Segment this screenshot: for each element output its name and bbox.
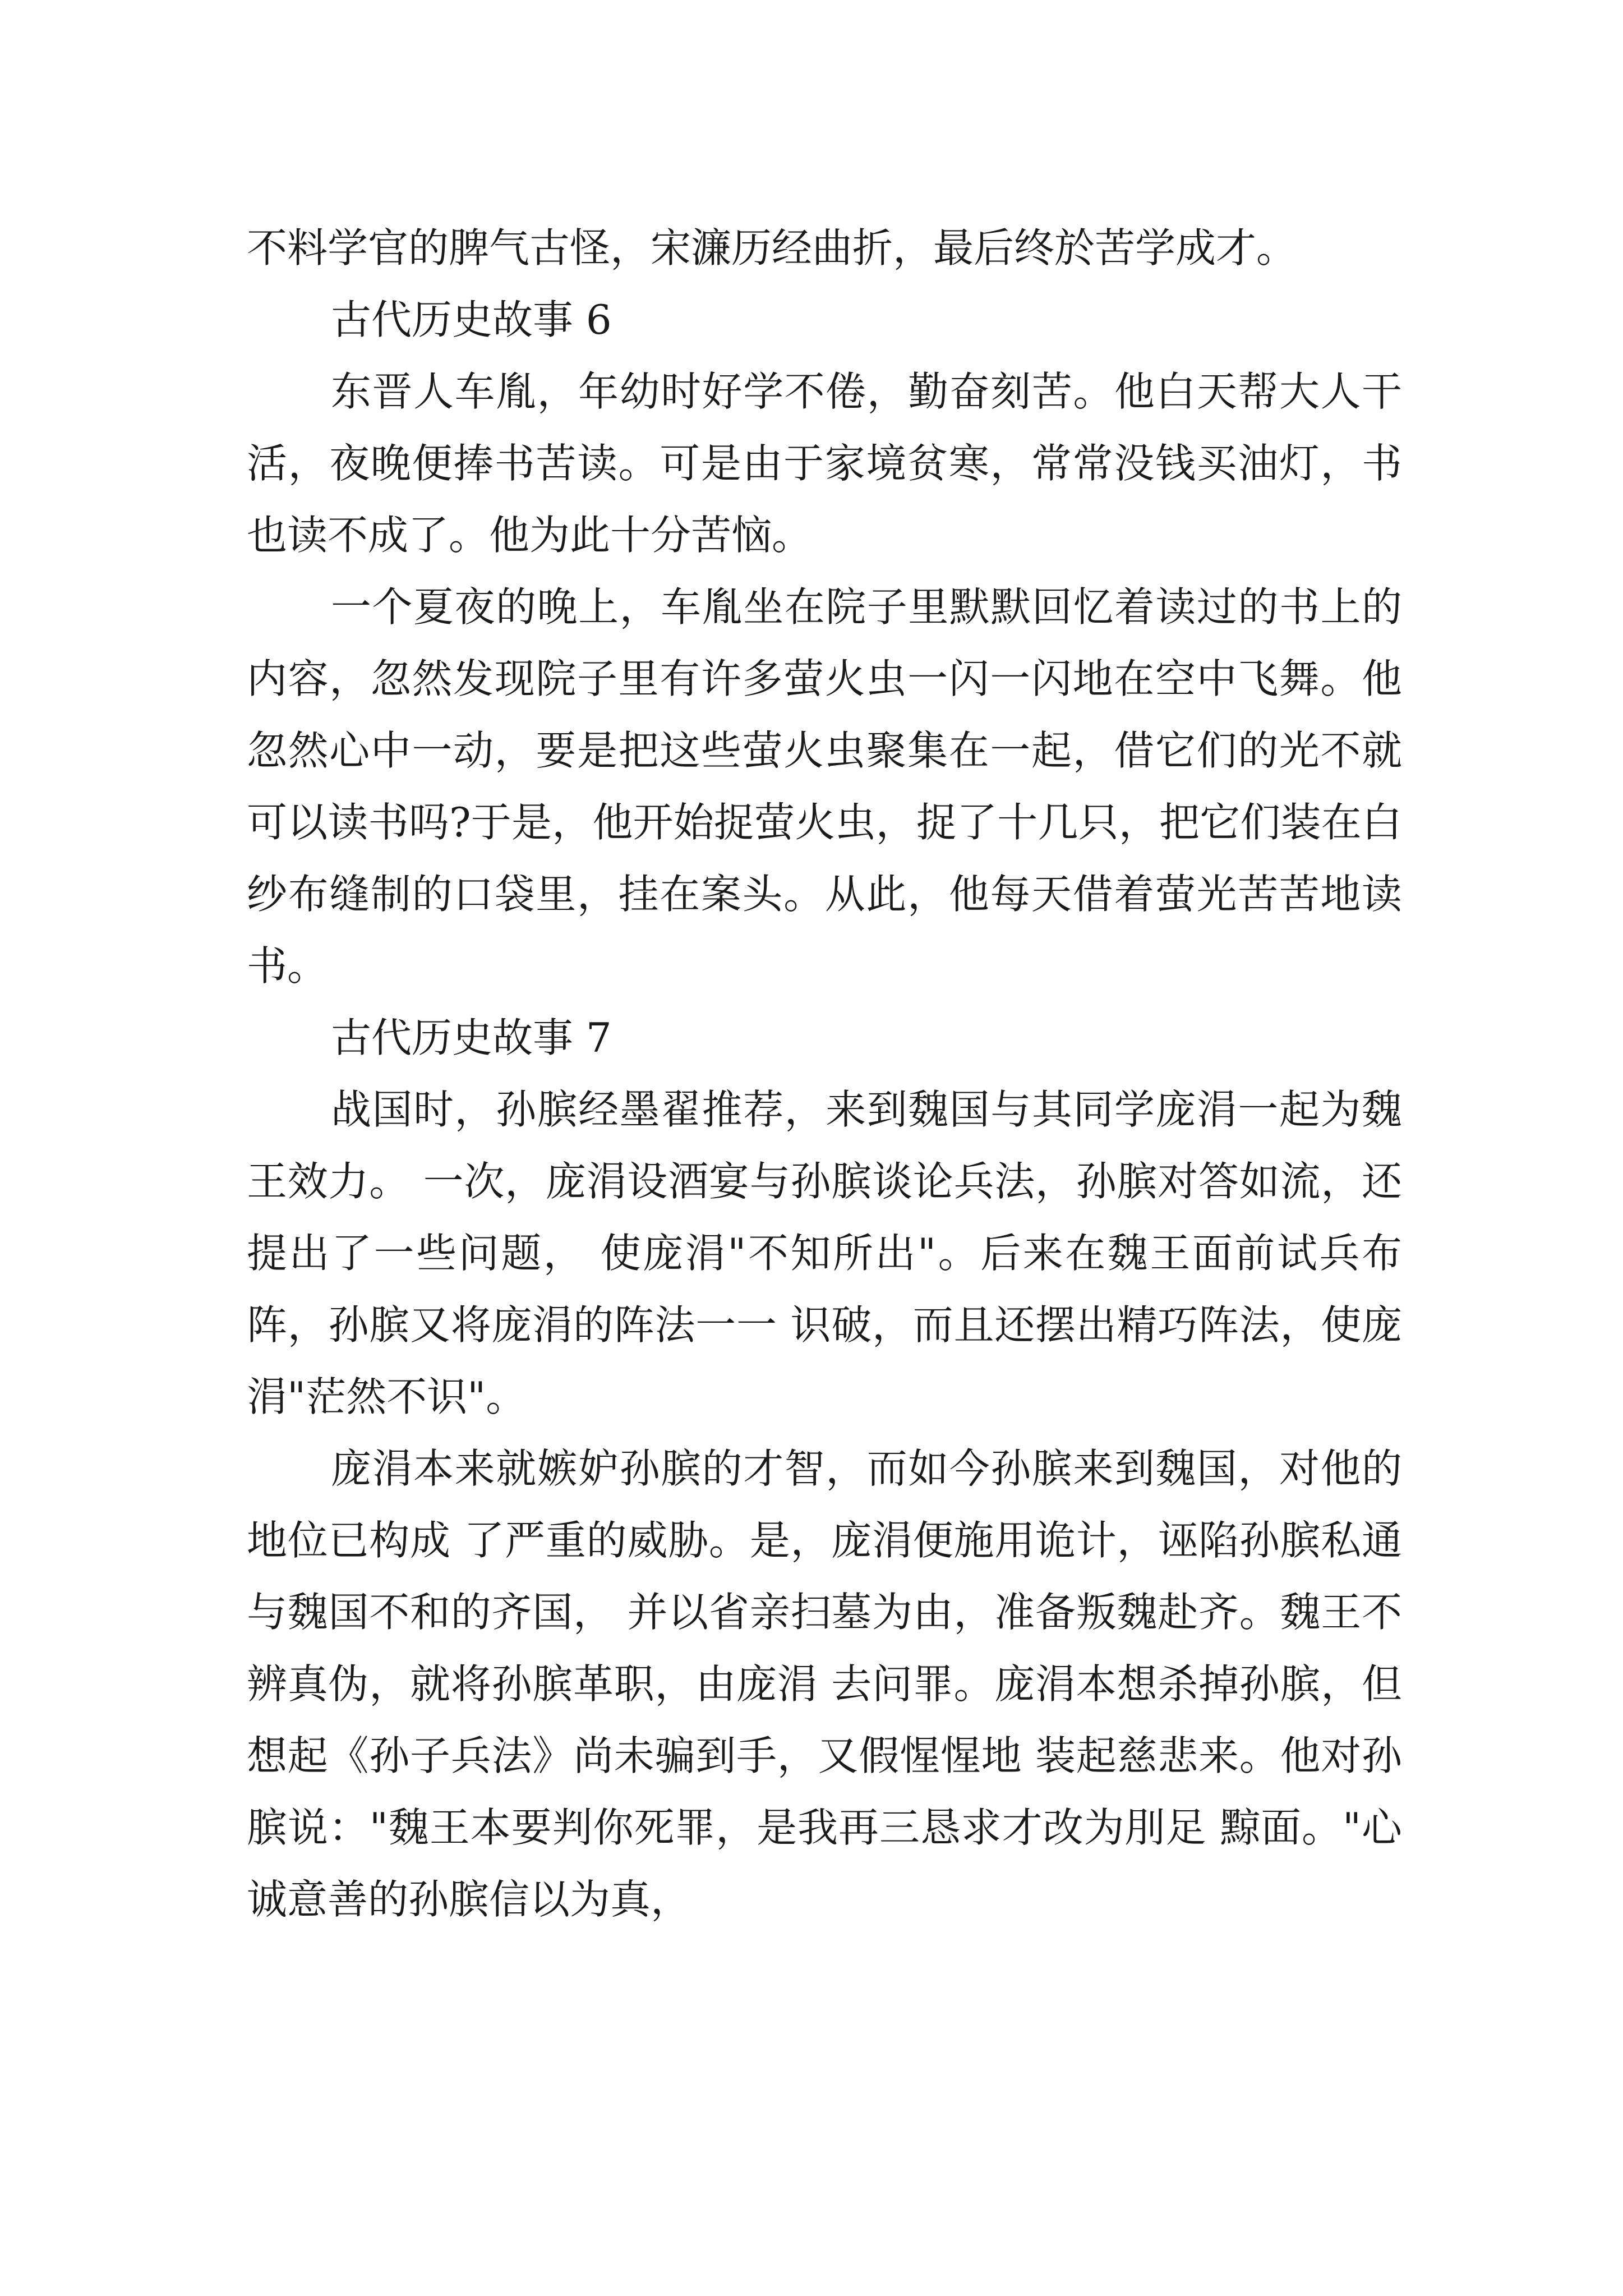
document-body (247, 212, 1402, 1935)
paragraph-3: 东晋人车胤，年幼时好学不倦，勤奋刻苦。他白天帮大人干活，夜晚便捧书苦读。可是由于家境贫寒，常常没钱买油灯，书也读不成了。他为此十分苦恼。 (247, 368, 1402, 559)
section-heading-story-7: 古代历史故事 7 (331, 1014, 612, 1061)
paragraph-1: 不料学官的脾气古怪，宋濂历经曲折，最后终於苦学成才。 (247, 224, 1297, 272)
section-heading-story-6: 古代历史故事 6 (331, 296, 612, 343)
paragraph-7: 庞涓本来就嫉妒孙膑的才智，而如今孙膑来到魏国，对他的地位已构成 了严重的威胁。是，庞涓便施用诡计，诬陷孙膑私通与魏国不和的齐国， 并以省亲扫墓为由，准备叛魏赴齐。魏王不辨真伪，就将孙膑革职，由庞涓 去问罪。庞涓本想杀掉孙膑，但想起《孙子兵法》尚未骗到手，又假惺惺地 装起慈悲来。他对孙膑说："魏王本要判你死罪，是我再三恳求才改为刖足 黥面。"心诚意善的孙膑信以为真， (247, 1445, 1402, 1923)
paragraph-6: 战国时，孙膑经墨翟推荐，来到魏国与其同学庞涓一起为魏王效力。 一次，庞涓设酒宴与孙膑谈论兵法，孙膑对答如流，还提出了一些问题， 使庞涓"不知所出"。后来在魏王面前试兵布阵，孙膑又将庞涓的阵法一一 识破，而且还摆出精巧阵法，使庞涓"茫然不识"。 (247, 1086, 1402, 1420)
paragraph-4: 一个夏夜的晚上，车胤坐在院子里默默回忆着读过的书上的内容，忽然发现院子里有许多萤火虫一闪一闪地在空中飞舞。他忽然心中一动，要是把这些萤火虫聚集在一起，借它们的光不就可以读书吗?于是，他开始捉萤火虫，捉了十几只，把它们装在白纱布缝制的口袋里，挂在案头。从此，他每天借着萤光苦苦地读书。 (247, 583, 1402, 990)
